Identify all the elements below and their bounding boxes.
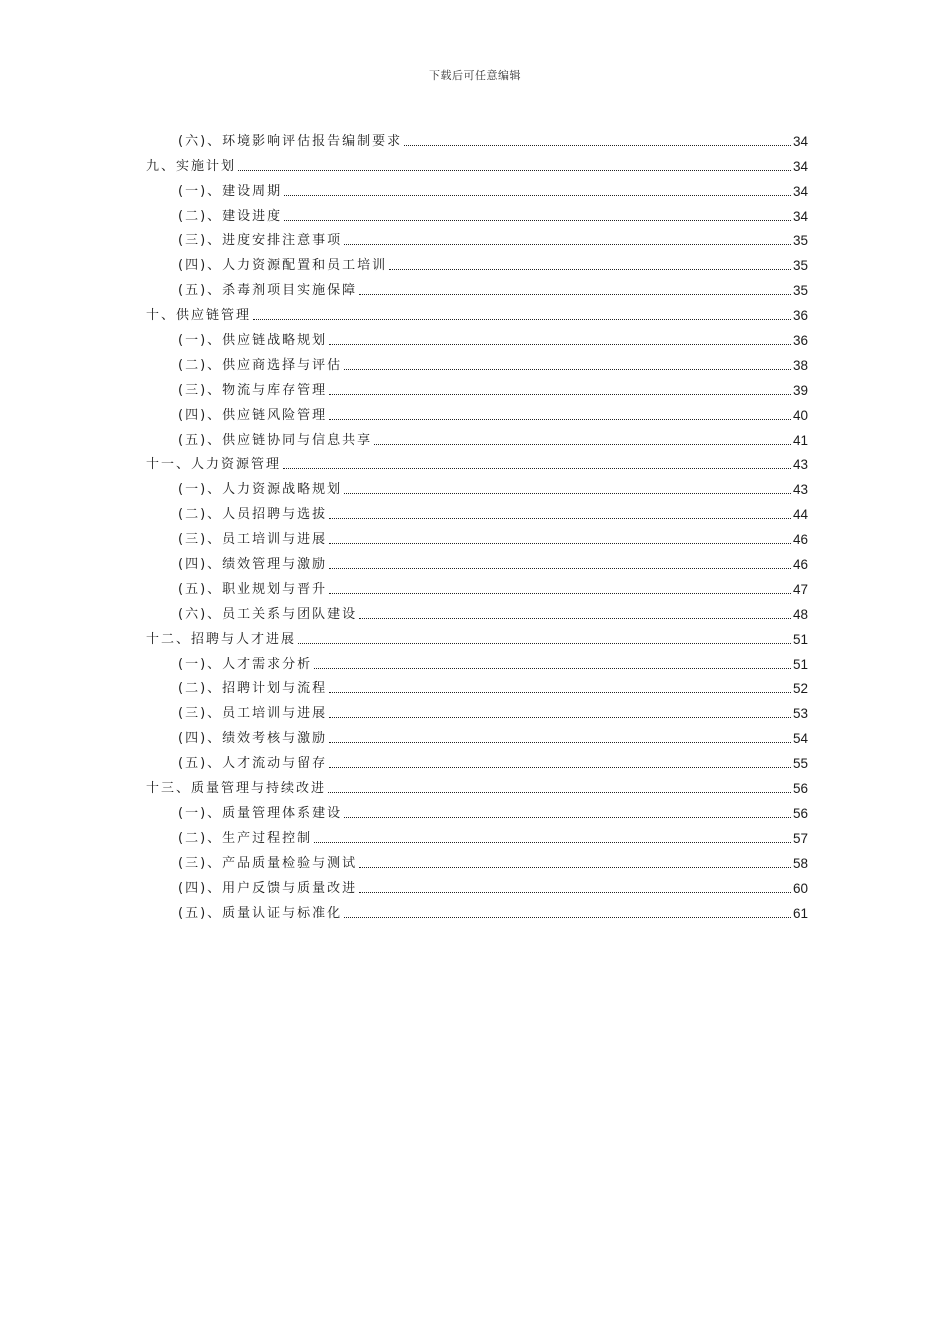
toc-section-entry[interactable]: [146, 349, 808, 374]
toc-dot-leader: [359, 294, 791, 295]
toc-entry-title: (四)、供应链风险管理: [178, 407, 328, 423]
toc-dot-leader: [329, 518, 791, 519]
toc-chapter-entry[interactable]: [146, 299, 808, 324]
toc-section-entry[interactable]: [146, 797, 808, 822]
toc-dot-leader: [359, 892, 791, 893]
toc-section-entry[interactable]: [146, 200, 808, 225]
toc-dot-leader: [389, 269, 791, 270]
toc-section-entry[interactable]: [146, 598, 808, 623]
toc-page-number: 34: [792, 158, 808, 174]
toc-entry-title: (二)、人员招聘与选拔: [178, 507, 328, 523]
toc-section-entry[interactable]: [146, 274, 808, 299]
toc-entry-title: (三)、物流与库存管理: [178, 382, 328, 398]
toc-entry-title: (四)、人力资源配置和员工培训: [178, 258, 388, 274]
toc-dot-leader: [344, 369, 791, 370]
toc-page-number: 35: [792, 283, 808, 299]
toc-entry-title: (四)、绩效考核与激励: [178, 731, 328, 747]
toc-page-number: 35: [792, 233, 808, 249]
toc-entry-title: (一)、质量管理体系建设: [178, 805, 343, 821]
toc-page-number: 56: [792, 781, 808, 797]
toc-entry-title: (四)、用户反馈与质量改进: [178, 880, 358, 896]
page-header: 下载后可任意编辑: [429, 69, 521, 82]
toc-entry-title: 九、实施计划: [146, 158, 237, 174]
toc-section-entry[interactable]: [146, 125, 808, 150]
toc-dot-leader: [344, 817, 791, 818]
toc-entry-title: 十一、人力资源管理: [146, 457, 282, 473]
toc-dot-leader: [298, 643, 791, 644]
toc-entry-title: (三)、进度安排注意事项: [178, 233, 343, 249]
toc-chapter-entry[interactable]: [146, 623, 808, 648]
toc-entry-title: (三)、员工培训与进展: [178, 706, 328, 722]
toc-dot-leader: [329, 692, 791, 693]
toc-chapter-entry[interactable]: [146, 150, 808, 175]
toc-page-number: 34: [792, 208, 808, 224]
toc-entry-title: (五)、杀毒剂项目实施保障: [178, 283, 358, 299]
toc-chapter-entry[interactable]: [146, 772, 808, 797]
toc-page-number: 57: [792, 830, 808, 846]
toc-page-number: 40: [792, 407, 808, 423]
toc-page-number: 60: [792, 880, 808, 896]
toc-dot-leader: [329, 543, 791, 544]
toc-section-entry[interactable]: [146, 573, 808, 598]
toc-dot-leader: [344, 917, 791, 918]
toc-entry-title: (二)、生产过程控制: [178, 830, 313, 846]
toc-entry-title: (二)、招聘计划与流程: [178, 681, 328, 697]
toc-page-number: 36: [792, 308, 808, 324]
toc-page-number: 43: [792, 482, 808, 498]
toc-section-entry[interactable]: [146, 897, 808, 922]
toc-page-number: 41: [792, 432, 808, 448]
toc-dot-leader: [329, 742, 791, 743]
toc-entry-title: (一)、供应链战略规划: [178, 333, 328, 349]
toc-page-number: 44: [792, 507, 808, 523]
toc-section-entry[interactable]: [146, 324, 808, 349]
toc-page-number: 51: [792, 656, 808, 672]
toc-entry-title: (二)、建设进度: [178, 208, 283, 224]
toc-entry-title: (五)、职业规划与晋升: [178, 581, 328, 597]
toc-dot-leader: [283, 468, 791, 469]
toc-entry-title: (一)、人力资源战略规划: [178, 482, 343, 498]
toc-page-number: 58: [792, 855, 808, 871]
toc-page-number: 34: [792, 133, 808, 149]
toc-entry-title: (五)、人才流动与留存: [178, 756, 328, 772]
toc-page-number: 36: [792, 333, 808, 349]
toc-page-number: 39: [792, 382, 808, 398]
toc-dot-leader: [328, 792, 791, 793]
toc-entry-title: (三)、员工培训与进展: [178, 532, 328, 548]
toc-page-number: 54: [792, 731, 808, 747]
toc-section-entry[interactable]: [146, 648, 808, 673]
toc-section-entry[interactable]: [146, 175, 808, 200]
toc-section-entry[interactable]: [146, 498, 808, 523]
toc-page-number: 34: [792, 183, 808, 199]
toc-page-number: 38: [792, 357, 808, 373]
toc-page-number: 47: [792, 581, 808, 597]
toc-entry-title: (五)、供应链协同与信息共享: [178, 432, 373, 448]
toc-dot-leader: [253, 319, 791, 320]
toc-section-entry[interactable]: [146, 822, 808, 847]
toc-dot-leader: [344, 493, 791, 494]
toc-entry-title: (六)、环境影响评估报告编制要求: [178, 133, 403, 149]
toc-section-entry[interactable]: [146, 872, 808, 897]
toc-entry-title: (四)、绩效管理与激励: [178, 557, 328, 573]
toc-section-entry[interactable]: [146, 548, 808, 573]
toc-dot-leader: [314, 668, 791, 669]
toc-dot-leader: [329, 717, 791, 718]
toc-dot-leader: [284, 195, 791, 196]
toc-section-entry[interactable]: [146, 673, 808, 698]
toc-page-number: 56: [792, 805, 808, 821]
toc-entry-title: 十、供应链管理: [146, 308, 252, 324]
toc-dot-leader: [359, 618, 791, 619]
toc-page-number: 35: [792, 258, 808, 274]
toc-entry-title: (六)、员工关系与团队建设: [178, 606, 358, 622]
toc-page-number: 48: [792, 606, 808, 622]
toc-dot-leader: [329, 767, 791, 768]
toc-dot-leader: [329, 394, 791, 395]
toc-section-entry[interactable]: [146, 249, 808, 274]
toc-section-entry[interactable]: [146, 523, 808, 548]
toc-page-number: 52: [792, 681, 808, 697]
toc-page-number: 46: [792, 532, 808, 548]
toc-dot-leader: [329, 593, 791, 594]
toc-entry-title: (一)、人才需求分析: [178, 656, 313, 672]
toc-dot-leader: [329, 419, 791, 420]
toc-chapter-entry[interactable]: [146, 449, 808, 474]
toc-section-entry[interactable]: [146, 424, 808, 449]
toc-dot-leader: [329, 568, 791, 569]
toc-section-entry[interactable]: [146, 697, 808, 722]
toc-dot-leader: [404, 145, 791, 146]
toc-page-number: 51: [792, 631, 808, 647]
toc-page-number: 55: [792, 756, 808, 772]
table-of-contents: [146, 125, 808, 922]
toc-page-number: 46: [792, 557, 808, 573]
toc-page-number: 61: [792, 905, 808, 921]
toc-section-entry[interactable]: [146, 847, 808, 872]
toc-entry-title: 十三、质量管理与持续改进: [146, 781, 327, 797]
toc-dot-leader: [374, 444, 791, 445]
toc-dot-leader: [314, 842, 791, 843]
toc-dot-leader: [359, 867, 791, 868]
toc-dot-leader: [284, 220, 791, 221]
toc-entry-title: (二)、供应商选择与评估: [178, 357, 343, 373]
toc-section-entry[interactable]: [146, 225, 808, 250]
toc-entry-title: (五)、质量认证与标准化: [178, 905, 343, 921]
toc-page-number: 53: [792, 706, 808, 722]
toc-section-entry[interactable]: [146, 747, 808, 772]
toc-section-entry[interactable]: [146, 399, 808, 424]
toc-dot-leader: [238, 170, 791, 171]
toc-page-number: 43: [792, 457, 808, 473]
toc-section-entry[interactable]: [146, 374, 808, 399]
toc-entry-title: (一)、建设周期: [178, 183, 283, 199]
toc-section-entry[interactable]: [146, 722, 808, 747]
toc-entry-title: 十二、招聘与人才进展: [146, 631, 297, 647]
toc-entry-title: (三)、产品质量检验与测试: [178, 855, 358, 871]
toc-section-entry[interactable]: [146, 473, 808, 498]
toc-dot-leader: [329, 344, 791, 345]
toc-dot-leader: [344, 244, 791, 245]
